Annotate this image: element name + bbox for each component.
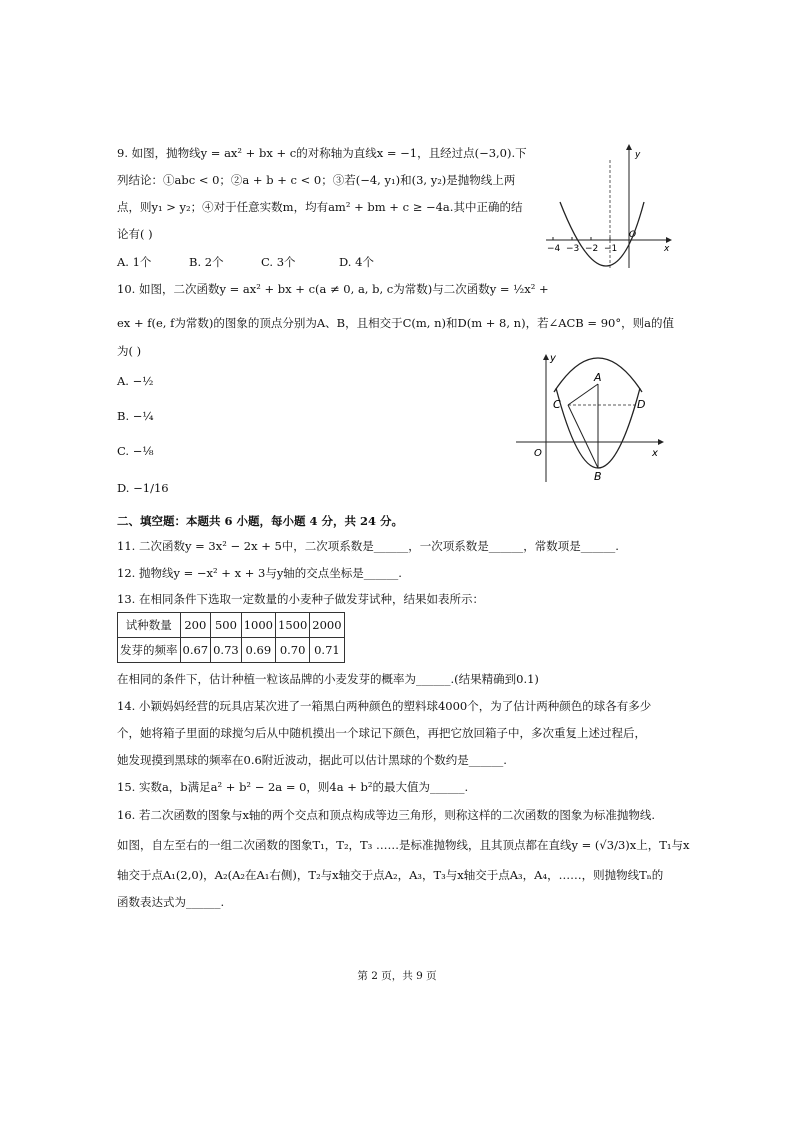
- q9-x-arrow: [666, 237, 672, 243]
- q13-germination-table: [117, 612, 345, 663]
- q10-y-arrow: [543, 354, 549, 360]
- table-cell: 0.70: [276, 638, 310, 663]
- q10-point-c-label: C: [553, 398, 561, 411]
- q9-line-1: 9. 如图，抛物线y = ax² + bx + c的对称轴为直线x = −1，且经过点(−3,0).下: [117, 146, 527, 160]
- q13-line-2: 在相同的条件下，估计种植一粒该品牌的小麦发芽的概率为______.(结果精确到0.1): [117, 672, 539, 686]
- q9-tick-label: −4: [547, 244, 561, 254]
- q10-y-label: y: [550, 353, 556, 364]
- q9-tick-label: −3: [566, 244, 580, 254]
- q9-y-arrow: [626, 144, 632, 150]
- q14-line-2: 个，她将箱子里面的球搅匀后从中随机摸出一个球记下颜色，再把它放回箱子中，多次重复上述过程后，: [117, 726, 646, 740]
- page-footer: 第 2 页，共 9 页: [357, 970, 437, 982]
- q9-origin-label: O: [629, 230, 637, 240]
- q10-point-a-label: A: [594, 371, 602, 384]
- q16-line-2: 如图，自左至右的一组二次函数的图象T₁，T₂，T₃ ……是标准抛物线，且其顶点都在直线y = (√3/3)x上，T₁与x: [117, 838, 690, 852]
- table-header-cell: 1000: [241, 613, 275, 638]
- table-header-cell: 500: [211, 613, 242, 638]
- q10-ca-segment: [568, 384, 598, 405]
- q10-option-a: A. −½: [117, 374, 154, 388]
- table-cell: 0.69: [241, 638, 275, 663]
- q9-line-2: 列结论：①abc < 0；②a + b + c < 0；③若(−4, y₁)和(3, y₂)是抛物线上两: [117, 173, 516, 187]
- q13-line-1: 13. 在相同条件下选取一定数量的小麦种子做发芽试种，结果如表所示：: [117, 592, 484, 606]
- q10-x-arrow: [658, 439, 664, 445]
- q10-parabolas-figure: [512, 348, 672, 486]
- q16-line-4: 函数表达式为______.: [117, 895, 225, 909]
- q10-point-d-label: D: [637, 398, 646, 411]
- q10-origin-label: O: [534, 448, 542, 459]
- q14-line-3: 她发现摸到黑球的频率在0.6附近波动，据此可以估计黑球的个数约是______.: [117, 753, 507, 767]
- table-cell: 发芽的频率: [118, 638, 181, 663]
- table-cell: 0.73: [211, 638, 242, 663]
- q16-line-3: 轴交于点A₁(2,0)，A₂(A₂在A₁右侧)，T₂与x轴交于点A₂，A₃，T₃与x轴交于点A₃，A₄，……，则抛物线Tₙ的: [117, 868, 664, 882]
- table-header-cell: 1500: [276, 613, 310, 638]
- table-header-cell: 试种数量: [118, 613, 181, 638]
- q15-text: 15. 实数a，b满足a² + b² − 2a = 0，则4a + b²的最大值为______.: [117, 780, 469, 794]
- table-row: [118, 613, 345, 638]
- q9-option-a: A. 1个: [117, 255, 152, 269]
- q12-text: 12. 抛物线y = −x² + x + 3与y轴的交点坐标是______.: [117, 566, 402, 580]
- table-header-cell: 200: [180, 613, 211, 638]
- q9-line-3: 点，则y₁ > y₂；④对于任意实数m，均有am² + bm + c ≥ −4a.其中正确的结: [117, 200, 523, 214]
- q10-line-2: ex + f(e, f为常数)的图象的顶点分别为A、B，且相交于C(m, n)和D(m + 8, n)，若∠ACB = 90°，则a的值: [117, 316, 674, 330]
- section-2-heading: 二、填空题：本题共 6 小题，每小题 4 分，共 24 分。: [117, 514, 404, 528]
- table-cell: 0.67: [180, 638, 211, 663]
- table-row: [118, 638, 345, 663]
- q9-tick-label: −2: [585, 244, 599, 254]
- q9-tick-label: −1: [604, 244, 618, 254]
- q9-y-label: y: [635, 150, 641, 160]
- q10-x-label: x: [652, 448, 658, 459]
- q9-x-label: x: [664, 244, 670, 254]
- q9-option-b: B. 2个: [189, 255, 224, 269]
- q10-option-b: B. −¼: [117, 409, 154, 423]
- q16-line-1: 16. 若二次函数的图象与x轴的两个交点和顶点构成等边三角形，则称这样的二次函数的图象为标准抛物线.: [117, 808, 656, 822]
- q10-option-d: D. −1/16: [117, 481, 169, 495]
- q9-option-c: C. 3个: [261, 255, 296, 269]
- q9-option-d: D. 4个: [339, 255, 374, 269]
- table-cell: 0.71: [310, 638, 344, 663]
- q14-line-1: 14. 小颖妈妈经营的玩具店某次进了一箱黑白两种颜色的塑料球4000个，为了估计两种颜色的球各有多少: [117, 699, 652, 713]
- table-header-cell: 2000: [310, 613, 344, 638]
- q9-line-4: 论有( ): [117, 227, 153, 241]
- q10-point-b-label: B: [594, 470, 602, 483]
- q10-option-c: C. −⅛: [117, 444, 154, 458]
- q11-text: 11. 二次函数y = 3x² − 2x + 5中，二次项系数是______，一次项系数是______，常数项是______.: [117, 539, 619, 553]
- q9-parabola-figure: [538, 140, 678, 272]
- q10-line-3: 为( ): [117, 344, 142, 358]
- q10-line-1: 10. 如图，二次函数y = ax² + bx + c(a ≠ 0, a, b, c为常数)与二次函数y = ½x² +: [117, 282, 549, 296]
